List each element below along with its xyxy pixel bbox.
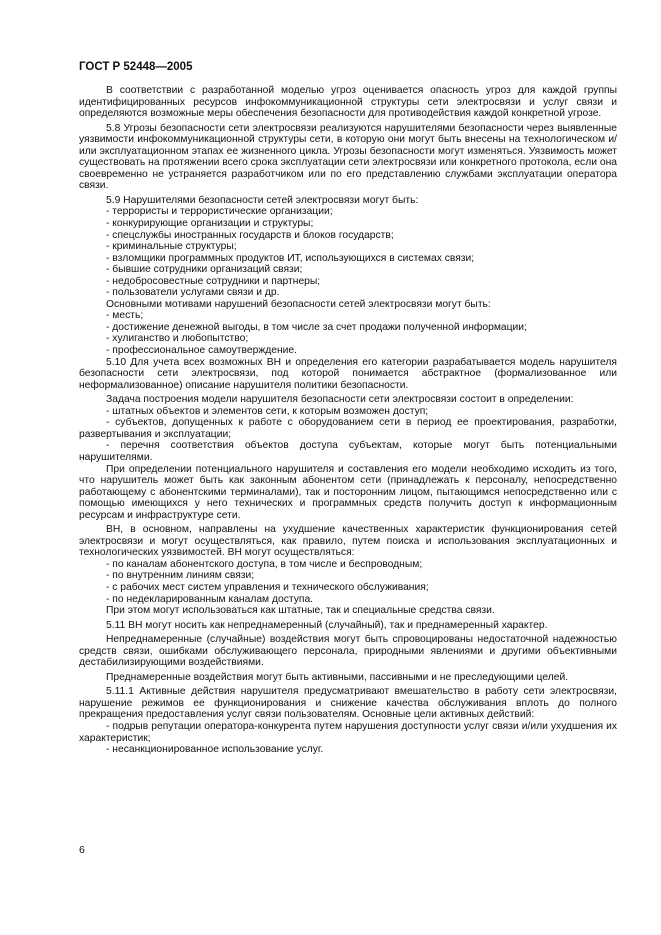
list-item: - перечня соответствия объектов доступа субъектам, которые могут быть потенциальными нарушителями. [79,440,617,463]
list-item: - по каналам абонентского доступа, в том числе и беспроводным; [106,558,423,570]
paragraph: 5.10 Для учета всех возможных ВН и определения его категории разрабатывается модель нарушителя безопасности сети электросвязи, под которой понимается абстрактное (формализованное или неформализованное) описание нарушителя политики безопасности. [79,356,617,391]
paragraph: При этом могут использоваться как штатные, так и специальные средства связи. [106,605,495,617]
list-item: - хулиганство и любопытство; [106,333,249,345]
paragraph: Основными мотивами нарушений безопасности сетей электросвязи могут быть: [106,298,491,310]
list-item: - штатных объектов и элементов сети, к которым возможен доступ; [106,405,429,417]
list-item: - по недекларированным каналам доступа. [106,593,314,605]
list-item: - подрыв репутации оператора-конкурента путем нарушения доступности услуг связи и/или ухудшения их характеристик; [79,720,617,744]
list-item: - бывшие сотрудники организаций связи; [106,264,303,276]
document-body [79,85,617,756]
list-item: - достижение денежной выгоды, в том числе за счет продажи полученной информации; [106,321,527,333]
list-item: - с рабочих мест систем управления и технического обслуживания; [106,581,429,593]
paragraph: В соответствии с разработанной моделью угроз оценивается опасность угроз для каждой группы идентифицированных ресурсов инфокоммуникационной структуры сети электросвязи и услуг связи и определяются возможные меры обеспечения безопасности для противодействия каждой конкретной угрозе. [79,85,617,120]
list-item: - спецслужбы иностранных государств и блоков государств; [106,229,394,241]
list-item: - месть; [106,310,144,322]
list-item: - взломщики программных продуктов ИТ, использующихся в системах связи; [106,252,475,264]
list-item: - террористы и террористические организации; [106,206,333,218]
paragraph: 5.8 Угрозы безопасности сети электросвязи реализуются нарушителями безопасности через выявленные уязвимости инфокоммуникационной структуры сети, в которую они могут быть внесены на технологическом и/или эксплуатационном этапах ее жизненного цикла. Угрозы безопасности могут изменяться. Уязвимость может существовать на протяжении всего срока эксплуатации сети электросвязи или конкретного протокола, если она своевременно не устраняется разработчиком или по его представлению службами эксплуатации оператора связи. [79,122,617,192]
paragraph: 5.11.1 Активные действия нарушителя предусматривают вмешательство в работу сети электросвязи, нарушение режимов ее функционирования и снижение качества обслуживания вплоть до полного прекращения предоставления услуг связи пользователям. Основные цели активных действий: [79,686,617,721]
page-number: 6 [79,844,85,856]
paragraph: ВН, в основном, направлены на ухудшение качественных характеристик функционирования сетей электросвязи и могут осуществляться, как правило, путем поиска и использования эксплуатационных и технологических уязвимостей. ВН могут осуществляться: [79,524,617,559]
list-item: - несанкционированное использование услуг. [106,744,324,756]
list-item: - пользователи услугами связи и др. [106,287,280,299]
paragraph: 5.11 ВН могут носить как непреднамеренный (случайный), так и преднамеренный характер. [106,619,548,631]
paragraph: Преднамеренные воздействия могут быть активными, пассивными и не преследующими целей. [106,671,569,683]
document-header: ГОСТ Р 52448—2005 [79,61,193,73]
list-item: - по внутренним линиям связи; [106,570,255,582]
paragraph: Непреднамеренные (случайные) воздействия могут быть спровоцированы недостаточной надежностью средств связи, ошибками обслуживающего персонала, природными явлениями и другими объективными дестабилизирующими воздействиями. [79,634,617,669]
list-item: - субъектов, допущенных к работе с оборудованием сети в период ее проектирования, разработки, развертывания и эксплуатации; [79,417,617,440]
list-item: - профессиональное самоутверждение. [106,345,297,357]
paragraph: 5.9 Нарушителями безопасности сетей электросвязи могут быть: [106,194,419,206]
paragraph: Задача построения модели нарушителя безопасности сети электросвязи состоит в определении: [106,394,574,406]
list-item: - недобросовестные сотрудники и партнеры; [106,275,321,287]
paragraph: При определении потенциального нарушителя и составления его модели необходимо исходить из того, что нарушитель может быть как законным абонентом сети (принадлежать к персоналу, непосредственно работающему с абонентскими терминалами), так и посторонним лицом, пытающимся непосредственно или с помощью имеющихся у него технических и программных средств получить доступ к информационным ресурсам и инфраструктуре сети. [79,463,617,521]
list-item: - криминальные структуры; [106,241,237,253]
list-item: - конкурирующие организации и структуры; [106,218,314,230]
